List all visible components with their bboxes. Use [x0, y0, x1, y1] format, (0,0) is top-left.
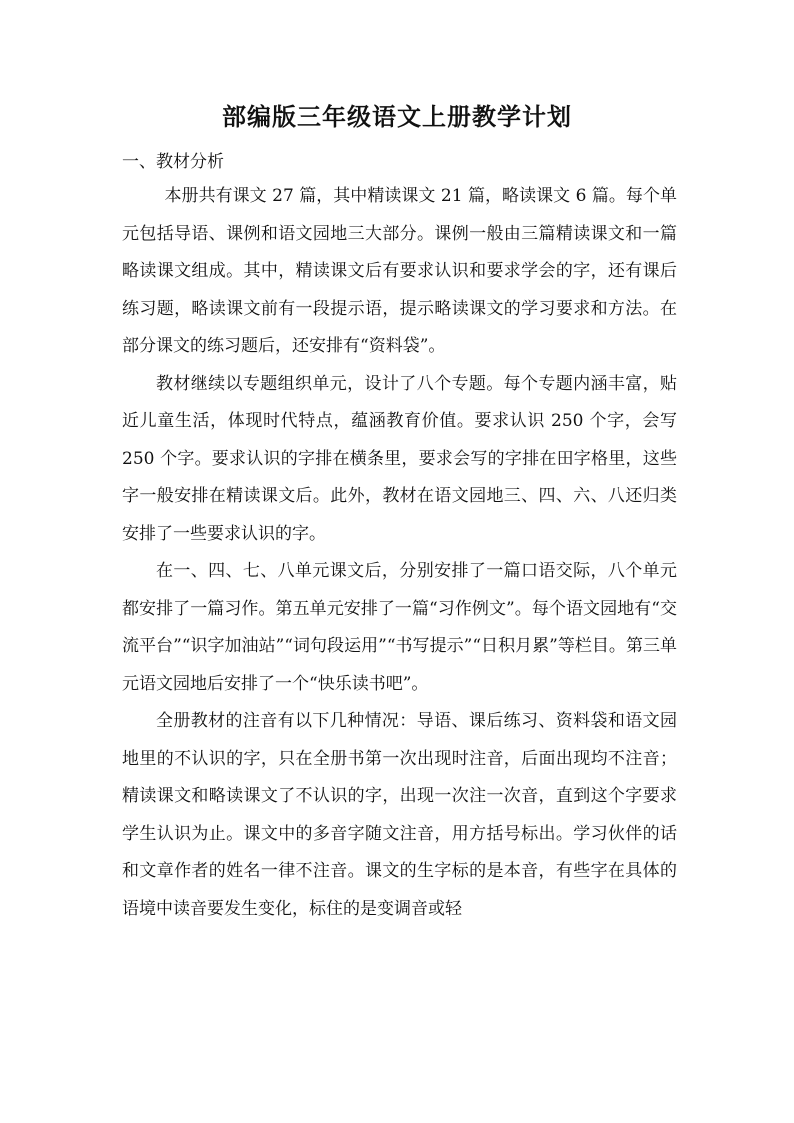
paragraph: 教材继续以专题组织单元，设计了八个专题。每个专题内涵丰富，贴近儿童生活，体现时代特点，蕴涵教育价值。要求认识 250 个字，会写 250 个字。要求认识的字排在横条里，要求会写的字排在田字格里，这些字一般安排在精读课文后。此外，教材在语文园地三、四、六、八还归类安排了一些要求认识的字。 — [122, 373, 677, 544]
paragraph: 本册共有课文 27 篇，其中精读课文 21 篇，略读课文 6 篇。每个单元包括导语、课例和语文园地三大部分。课例一般由三篇精读课文和一篇略读课文组成。其中，精读课文后有要求认识和要求学会的字，还有课后练习题，略读课文前有一段提示语，提示略读课文的学习要求和方法。在部分课文的练习题后，还安排有“资料袋”。 — [122, 186, 677, 356]
paragraph: 全册教材的注音有以下几种情况：导语、课后练习、资料袋和语文园地里的不认识的字，只在全册书第一次出现时注音，后面出现均不注音；精读课文和略读课文了不认识的字，出现一次注一次音，直到这个字要求学生认识为止。课文中的多音字随文注音，用方括号标出。学习伙伴的话和文章作者的姓名一律不注音。课文的生字标的是本音，有些字在具体的语境中读音要发生变化，标住的是变调音或轻 — [122, 711, 677, 919]
section-heading: 一、教材分析 — [122, 152, 224, 172]
paragraph: 在一、四、七、八单元课文后，分别安排了一篇口语交际，八个单元都安排了一篇习作。第五单元安排了一篇“习作例文”。每个语文园地有“交流平台”“识字加油站”“词句段运用”“书写提示”“日积月累”等栏目。第三单元语文园地后安排了一个“快乐读书吧”。 — [122, 561, 677, 694]
document-body — [122, 178, 677, 928]
document-title: 部编版三年级语文上册教学计划 — [222, 102, 572, 131]
